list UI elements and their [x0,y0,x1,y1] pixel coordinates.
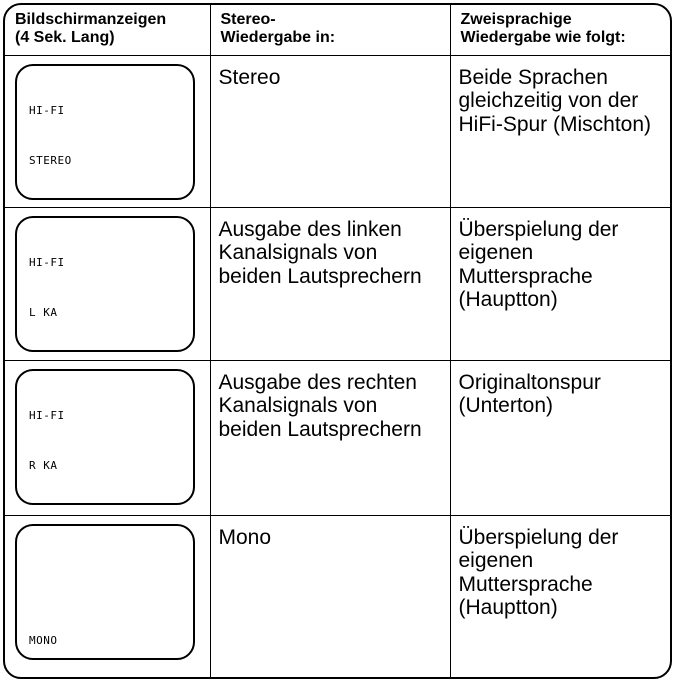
table-row [5,360,672,515]
bilingual-cell: Überspielung der eigenen Muttersprache (Hauptton) [450,515,672,679]
header-stereo-label: Stereo- Wiedergabe in: [220,11,336,46]
osd-line-1: HI-FI [29,255,65,269]
header-row [5,5,672,55]
playback-table [3,3,672,679]
stereo-cell: Ausgabe des rechten Kanalsignals von beiden Lautsprechern [210,360,450,515]
bilingual-cell: Überspielung der eigenen Muttersprache (Hauptton) [450,207,672,360]
osd-line-2: L KA [29,305,58,319]
osd-line-1: HI-FI [29,408,65,422]
osd-cell [5,360,210,515]
stereo-cell: Ausgabe des linken Kanalsignals von beiden Lautsprechern [210,207,450,360]
bilingual-cell: Beide Sprachen gleichzeitig von der HiFi-Spur (Mischton) [450,55,672,207]
tv-screen-frame [15,524,195,660]
header-bilingual-label: Zweisprachige Wiedergabe wie folgt: [460,11,626,46]
tv-screen-frame [15,369,195,505]
osd-cell [5,55,210,207]
osd-line-2: MONO [29,633,58,647]
osd-line-1: HI-FI [29,103,65,117]
table [5,5,672,679]
stereo-cell: Stereo [210,55,450,207]
header-osd-label: Bildschirmanzeigen (4 Sek. Lang) [15,11,167,46]
table-row [5,207,672,360]
header-osd [5,5,210,55]
table-row [5,55,672,207]
osd-line-2: STEREO [29,153,72,167]
stereo-cell: Mono [210,515,450,679]
header-bilingual [450,5,672,55]
table-row [5,515,672,679]
osd-cell [5,515,210,679]
tv-screen-frame [15,216,195,352]
bilingual-cell: Originaltonspur (Unterton) [450,360,672,515]
header-stereo [210,5,450,55]
tv-screen-frame [15,64,195,200]
osd-line-2: R KA [29,458,58,472]
osd-cell [5,207,210,360]
